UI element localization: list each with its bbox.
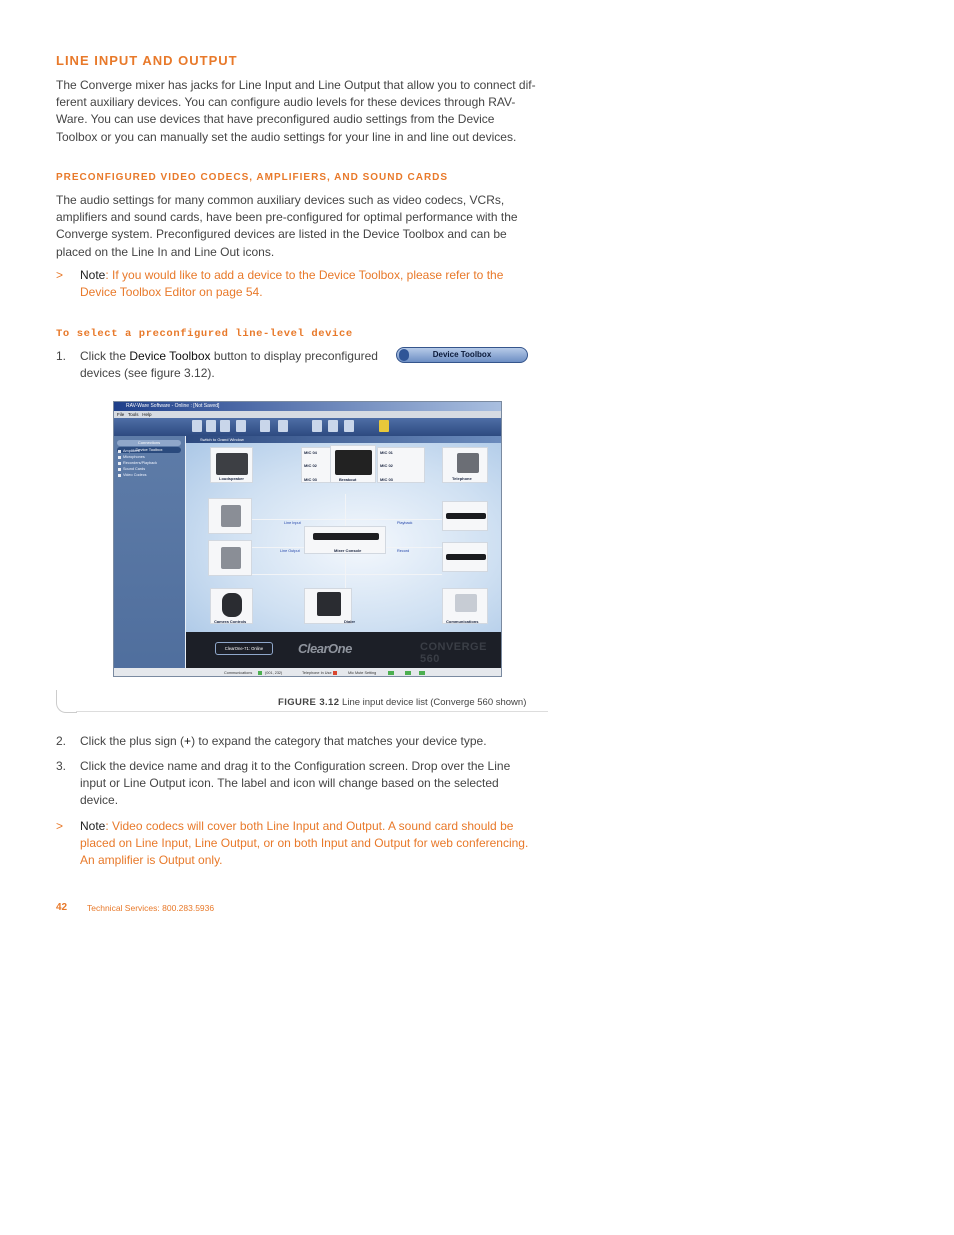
- body-line: Converge system. Preconfigured devices are listed in the Device Toolbox and can be: [56, 227, 507, 242]
- sidebar-item-microphones[interactable]: [118, 455, 145, 459]
- device-toolbox-button[interactable]: [396, 347, 528, 363]
- new-icon[interactable]: [192, 420, 202, 432]
- sidebar-item-video-codecs[interactable]: [118, 473, 147, 477]
- button-cap-icon: [399, 349, 409, 361]
- sidebar-item-label: Amplifiers: [123, 449, 140, 453]
- window-titlebar: RAV-Ware Software - Online : [Not Saved]: [114, 402, 501, 411]
- note-label: Note: [80, 268, 106, 282]
- intro-line: ferent auxiliary devices. You can configure audio levels for these devices through RAV-: [56, 95, 516, 110]
- status-led-icon: [405, 671, 411, 675]
- caption-rule-line: [76, 711, 548, 712]
- mic-label: MIC 04: [304, 450, 317, 455]
- mic-label: MIC 03: [380, 477, 393, 482]
- step-text: Click the device name and drag it to the Configuration screen. Drop over the Line: [80, 759, 511, 773]
- record-device-card[interactable]: [442, 542, 488, 572]
- step-3: [80, 758, 550, 810]
- print-icon[interactable]: [278, 420, 288, 432]
- line-input-device-card[interactable]: [208, 498, 252, 534]
- sidebar-item-sound-cards[interactable]: [118, 467, 145, 471]
- sidebar-header[interactable]: Connections: [117, 440, 181, 446]
- tools-icon[interactable]: [312, 420, 322, 432]
- arrow-icon[interactable]: [344, 420, 354, 432]
- note-label: Note: [80, 819, 106, 833]
- expand-plus-icon[interactable]: [118, 456, 121, 459]
- body-line: placed on the Line In and Line Out icons.: [56, 244, 275, 259]
- page-number: 42: [56, 902, 68, 913]
- expand-plus-icon[interactable]: [118, 450, 121, 453]
- intro-line: Ware. You can use devices that have preconfigured audio settings from the Device: [56, 112, 495, 127]
- step-3-number: 3.: [56, 759, 67, 773]
- laptop-icon: [455, 594, 477, 612]
- note-link[interactable]: Device Toolbox Editor on page 54.: [80, 285, 263, 300]
- step-text: Click the plus sign (: [80, 734, 185, 748]
- menu-help[interactable]: Help: [142, 412, 152, 417]
- line-input-label: Line Input: [284, 521, 301, 525]
- communications-label: Communications: [446, 619, 479, 624]
- loudspeaker-label: Loudspeaker: [219, 476, 244, 481]
- status-item: Mic Mute Setting: [348, 671, 377, 675]
- caption-rule: [56, 690, 77, 713]
- sidebar-item-label: Sound Cards: [123, 467, 146, 471]
- online-status-button[interactable]: ClearOne-71: Online: [215, 642, 273, 655]
- footer-text: Technical Services: 800.283.5936: [87, 903, 215, 913]
- ui-term: +: [184, 734, 192, 748]
- note-marker: >: [56, 268, 64, 282]
- status-item: Communications: [224, 671, 253, 675]
- breakout-label: Breakout: [339, 477, 357, 482]
- step-text: Click the: [80, 349, 130, 363]
- playback-device-card[interactable]: [442, 501, 488, 531]
- recorder-icon: [446, 554, 486, 560]
- device-toolbox-button-label: Device Toolbox: [432, 350, 492, 359]
- expand-plus-icon[interactable]: [118, 462, 121, 465]
- camera-controls-label: Camera Controls: [214, 619, 247, 624]
- intro-paragraph: [56, 77, 556, 146]
- model-name: CONVERGE 560: [420, 641, 487, 665]
- sidebar-item-recorders[interactable]: [118, 461, 157, 465]
- line-output-device-card[interactable]: [208, 540, 252, 576]
- status-item: Telephone In Use: [302, 671, 332, 675]
- sidebar-item-label: Video Codecs: [123, 473, 147, 477]
- ptz-camera-icon: [222, 593, 242, 617]
- step-2: [80, 733, 550, 750]
- note-text: : If you would like to add a device to the Device Toolbox, please refer to the: [105, 268, 504, 282]
- status-led-icon: [419, 671, 425, 675]
- mixer-icon: [313, 533, 379, 540]
- telephone-icon: [457, 453, 479, 473]
- step-1-number: 1.: [56, 349, 67, 363]
- camera-icon: [221, 505, 241, 527]
- status-item: (001, 232): [265, 671, 283, 675]
- loudspeaker-icon: [216, 453, 248, 475]
- caption-label: FIGURE 3.12: [278, 697, 340, 708]
- line-output-label: Line Output: [280, 549, 300, 553]
- mixer-console-label: Mixer Console: [334, 548, 362, 553]
- connector-line: [252, 574, 442, 575]
- step-text: devices (see figure 3.12).: [80, 366, 215, 381]
- step-2-number: 2.: [56, 734, 67, 748]
- note-1: [80, 267, 550, 301]
- intro-line: Toolbox or you can manually set the audio settings for your line in and line out devices.: [56, 129, 517, 144]
- help-icon[interactable]: [379, 420, 389, 432]
- expand-plus-icon[interactable]: [118, 468, 121, 471]
- record-label: Record: [397, 549, 410, 553]
- note-text: placed on Line Input, Line Output, or on both Input and Output for web conferencing.: [80, 836, 529, 851]
- toolbar: [114, 418, 501, 436]
- body-line: amplifiers and sound cards, have been pre-configured for optimal performance with the: [56, 210, 518, 225]
- note-2: [80, 818, 555, 870]
- status-led-icon: [388, 671, 394, 675]
- menu-tools[interactable]: Tools: [127, 412, 139, 417]
- keypad-icon: [317, 592, 341, 616]
- mic-label: MIC 01: [380, 450, 393, 455]
- ui-term: Device Toolbox: [129, 349, 211, 363]
- subsection-title: PRECONFIGURED VIDEO CODECS, AMPLIFIERS, AND SOUND CARDS: [56, 172, 449, 183]
- subsection-paragraph: [56, 192, 556, 261]
- menu-bar: [114, 411, 501, 418]
- sidebar-item-amplifiers[interactable]: [118, 449, 140, 453]
- figure-caption: [278, 697, 526, 708]
- status-bar: [114, 668, 501, 677]
- dialer-label: Dialer: [344, 619, 356, 624]
- expand-plus-icon[interactable]: [118, 474, 121, 477]
- canvas-header[interactable]: Switch to Grand Window: [186, 436, 502, 443]
- step-text: input or Line Output icon. The label and icon will change based on the selected: [80, 776, 499, 791]
- mic-label: MIC 03: [304, 477, 317, 482]
- figure-screenshot: [113, 401, 502, 677]
- display-icon: [335, 450, 372, 475]
- sidebar: [114, 436, 185, 677]
- step-text: button to display preconfigured: [210, 349, 378, 363]
- sidebar-item-label: Microphones: [123, 455, 145, 459]
- body-line: The audio settings for many common auxiliary devices such as video codecs, VCRs,: [56, 193, 505, 207]
- copy-icon[interactable]: [236, 420, 246, 432]
- step-1: [80, 348, 400, 382]
- note-text: : Video codecs will cover both Line Input and Output. A sound card should be: [105, 819, 514, 833]
- intro-line: The Converge mixer has jacks for Line Input and Line Output that allow you to connect dif-: [56, 78, 536, 92]
- status-led-icon: [258, 671, 262, 675]
- sidebar-subheader[interactable]: Device Toolbox: [117, 447, 181, 453]
- mic-label: MIC 02: [380, 463, 393, 468]
- mic-label: MIC 02: [304, 463, 317, 468]
- playback-label: Playback: [397, 521, 413, 525]
- procedure-title: To select a preconfigured line-level device: [56, 328, 353, 340]
- caption-text: Line input device list (Converge 560 shown): [339, 697, 527, 708]
- note-marker: >: [56, 819, 64, 833]
- note-text: An amplifier is Output only.: [80, 853, 223, 868]
- settings-icon[interactable]: [328, 420, 338, 432]
- telephone-label: Telephone: [452, 476, 472, 481]
- connector-line: [252, 519, 442, 520]
- configuration-canvas[interactable]: [186, 436, 502, 632]
- player-icon: [446, 513, 486, 519]
- clearone-logo: ClearOne: [298, 641, 352, 656]
- section-title: LINE INPUT AND OUTPUT: [56, 53, 238, 68]
- open-icon[interactable]: [206, 420, 216, 432]
- step-text: device.: [80, 793, 119, 808]
- sidebar-item-label: Recorders/Playback: [123, 461, 157, 465]
- camera-icon: [221, 547, 241, 569]
- book-icon[interactable]: [260, 420, 270, 432]
- menu-file[interactable]: File: [117, 412, 125, 417]
- status-led-icon: [333, 671, 337, 675]
- save-icon[interactable]: [220, 420, 230, 432]
- step-text: ) to expand the category that matches your device type.: [191, 734, 487, 748]
